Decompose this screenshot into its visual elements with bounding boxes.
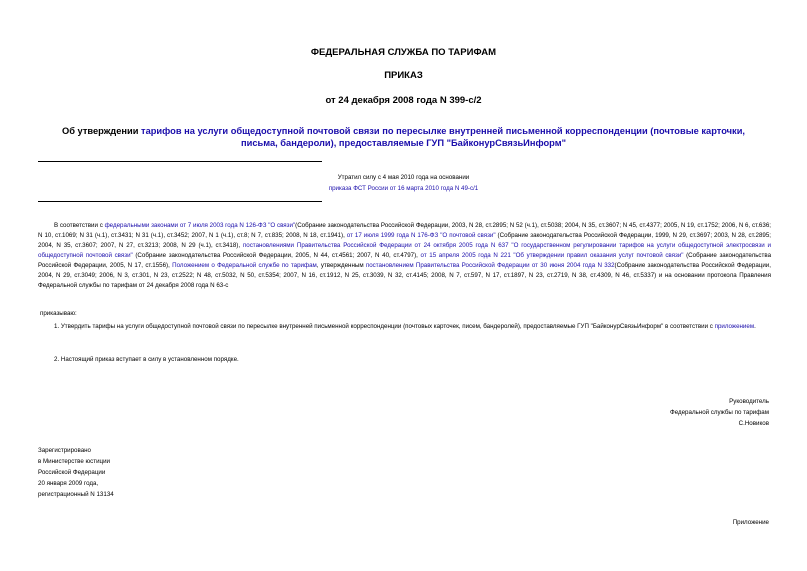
law-link-126[interactable]: федеральными законами от 7 июля 2003 года N 126-ФЗ "О связи" bbox=[104, 222, 296, 229]
preamble-text-5: (Собрание законодательства Российской Федерации, 2005, N 17, ст.1556), bbox=[38, 252, 772, 269]
registration-line-2: в Министерстве юстиции bbox=[38, 458, 111, 465]
divider-bottom bbox=[38, 201, 322, 202]
registration-line-3: Российской Федерации bbox=[38, 469, 106, 476]
law-link-176[interactable]: от 17 июля 1999 года N 176-ФЗ "О почтовой связи" bbox=[346, 232, 496, 239]
title-link[interactable]: тарифов на услуги общедоступной почтовой связи по пересылке внутренней письменной корреспонденции (почтовые карточки, письма, бандероли), предоставляемые ГУП "БайконурСвязьИнформ" bbox=[141, 126, 745, 148]
signature-name: С.Новиков bbox=[738, 420, 769, 427]
registration-line-5: регистрационный N 13134 bbox=[38, 491, 114, 498]
item-1-text: 1. Утвердить тарифы на услуги общедоступной почтовой связи по пересылке внутренней письменной корреспонденции (почтовых карточек, писем, бандеролей), предоставляемые ГУП "БайконурСвязьИнформ" в соответствии с bbox=[54, 323, 715, 330]
status-link[interactable]: приказа ФСТ России от 16 марта 2010 года N 49-с/1 bbox=[328, 185, 479, 192]
agency-name: ФЕДЕРАЛЬНАЯ СЛУЖБА ПО ТАРИФАМ bbox=[310, 47, 497, 58]
preamble-text-7: (Собрание законодательства Российской Федерации, 2004, N 29, ст.3049; 2006, N 3, ст.301, N 23, ст.2522; N 48, ст.5032, N 50, ст.5354; 2007, N 16, ст.1912, N 25, ст.3039, N 32, ст.4145; 2008, N 7, ст.597, N 17, ст.1897, N 23, ст.2719, N 38, ст.4309, N 46, ст.5337) и на основании протокола Правления Федеральной службы по тарифам от 24 декабря 2008 года N 63-с bbox=[38, 262, 771, 289]
registration-block bbox=[38, 445, 114, 500]
signature-block bbox=[670, 396, 769, 429]
title-prefix: Об утверждении bbox=[62, 126, 142, 136]
status-note: Утратил силу с 4 мая 2010 года на основании bbox=[337, 174, 470, 181]
preamble-text-4: (Собрание законодательства Российской Федерации, 2005, N 44, ст.4561; 2007, N 40, ст.4797), bbox=[132, 252, 421, 259]
signature-title: Руководитель bbox=[729, 398, 769, 405]
appendix-label: Приложение bbox=[732, 519, 769, 526]
item-2: 2. Настоящий приказ вступает в силу в установленном порядке. bbox=[54, 356, 239, 363]
registration-line-1: Зарегистрировано bbox=[38, 447, 91, 454]
signature-agency: Федеральной службы по тарифам bbox=[670, 409, 769, 416]
decree-link-332[interactable]: постановлением Правительства Российской Федерации от 30 июня 2004 года N 332 bbox=[365, 262, 615, 269]
preamble-text-3: (Собрание законодательства Российской Федерации, 1999, N 29, ст.3697; 2003, N 28, ст.2895; 2004, N 35, ст.3607; 2007, N 27, ст.3213; 2008, N 29 (ч.1), ст.3418), bbox=[38, 232, 772, 249]
document-title bbox=[46, 125, 761, 149]
item-1 bbox=[38, 322, 771, 332]
decree-link-221[interactable]: от 15 апреля 2005 года N 221 "Об утверждении правил оказания услуг почтовой связи" bbox=[420, 252, 684, 259]
preamble-text-6: , утвержденным bbox=[316, 262, 366, 269]
registration-line-4: 20 января 2009 года, bbox=[38, 480, 99, 487]
appendix-link[interactable]: приложением bbox=[714, 323, 755, 330]
document-date-number: от 24 декабря 2008 года N 399-с/2 bbox=[325, 95, 482, 106]
preamble-text-2: (Собрание законодательства Российской Федерации, 2003, N 28, ст.2895; N 52 (ч.1), ст.5038; 2004, N 35, ст.3607; N 45, ст.4377; 2005, N 19, ст.1752; 2006, N 6, ст.636; N 10, ст.1069; N 31 (ч.1), ст.3431; N 31 (ч.1), ст.3452; 2007, N 1 (ч.1), ст.8; N 7, ст.835; 2008, N 18, ст.1941), bbox=[38, 222, 771, 239]
document-type: ПРИКАЗ bbox=[384, 70, 423, 81]
preamble-paragraph bbox=[38, 221, 771, 291]
decree-link-637[interactable]: постановлениями Правительства Российской Федерации от 24 октября 2005 года N 637 "О государственном регулировании тарифов на услуги общедоступной электросвязи и общедоступной почтовой связи" bbox=[38, 242, 771, 259]
item-1-end: . bbox=[754, 323, 756, 330]
preamble-text-1: В соответствии с bbox=[54, 222, 105, 229]
order-word: приказываю: bbox=[40, 310, 77, 317]
divider-top bbox=[38, 161, 322, 162]
regulation-link[interactable]: Положением о Федеральной службе по тарифам bbox=[172, 262, 317, 269]
